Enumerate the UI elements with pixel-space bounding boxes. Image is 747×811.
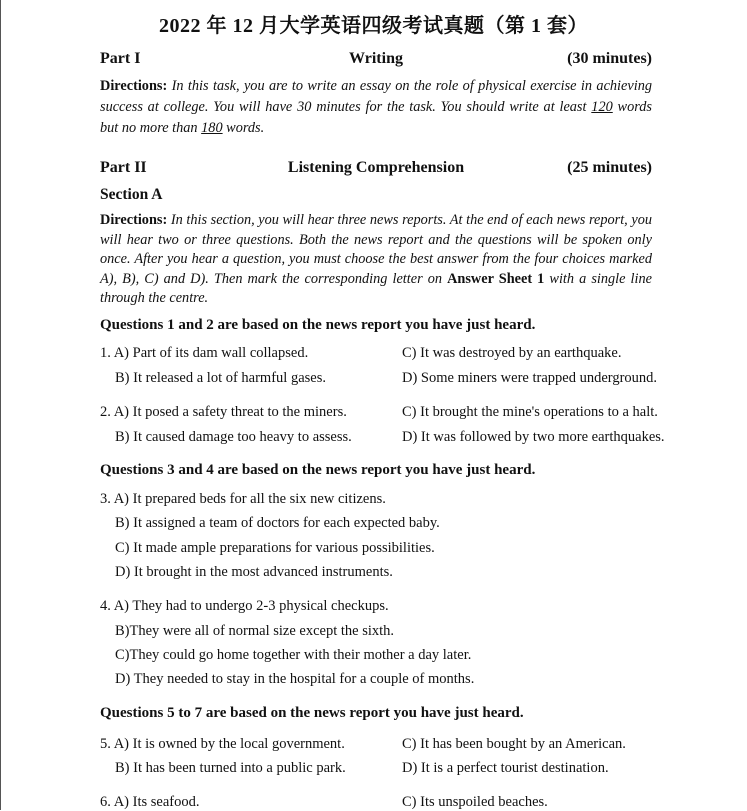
q3-option-b: B) It assigned a team of doctors for each expected baby. xyxy=(115,515,440,531)
part2-name: Listening Comprehension xyxy=(287,159,465,176)
section-a-heading: Section A xyxy=(100,186,163,203)
q4-option-c: C)They could go home together with their mother a day later. xyxy=(115,647,472,663)
part1-directions xyxy=(100,76,652,139)
answer-sheet-label: Answer Sheet 1 xyxy=(447,270,545,287)
part1-directions-text-b: words but no more than xyxy=(100,99,652,136)
q5-option-b: B) It has been turned into a public park. xyxy=(115,760,346,776)
part2-directions-text-a: In this section, you will hear three news reports. At the end of each news report, you will hear two or three questions. Both the news report and the questions will be spoken only once. After you hear a question, you must choose the best answer from the four choices marked A), B), C) and D). Then mark the corresponding letter on xyxy=(100,212,652,287)
part2-label: Part II xyxy=(100,159,147,176)
part1-directions-text-c: words. xyxy=(222,120,265,136)
question-group-2-heading: Questions 3 and 4 are based on the news report you have just heard. xyxy=(100,462,536,478)
part1-name: Writing xyxy=(349,50,403,67)
q4-option-a: 4. A) They had to undergo 2-3 physical checkups. xyxy=(100,598,389,614)
part2-directions-label: Directions: xyxy=(100,212,168,228)
q4-option-b: B)They were all of normal size except the sixth. xyxy=(115,623,395,639)
q6-option-c: C) Its unspoiled beaches. xyxy=(402,794,548,810)
part2-header xyxy=(100,159,652,181)
part1-label: Part I xyxy=(100,50,141,67)
q2-option-a: 2. A) It posed a safety threat to the miners. xyxy=(100,404,347,420)
q3-option-c: C) It made ample preparations for various possibilities. xyxy=(115,540,435,556)
q3-option-d: D) It brought in the most advanced instruments. xyxy=(115,564,393,580)
part2-directions xyxy=(100,211,652,309)
part2-time: (25 minutes) xyxy=(567,159,652,176)
part1-header xyxy=(100,50,652,72)
question-group-3-heading: Questions 5 to 7 are based on the news report you have just heard. xyxy=(100,705,524,721)
question-group-1-heading: Questions 1 and 2 are based on the news report you have just heard. xyxy=(100,317,536,333)
q5-option-a: 5. A) It is owned by the local government. xyxy=(100,736,345,752)
q6-option-a: 6. A) Its seafood. xyxy=(100,794,200,810)
part2-directions-text-b: with a single line through the centre. xyxy=(100,270,652,307)
part1-directions-text-a: In this task, you are to write an essay on the role of physical exercise in achieving success at college. You will have 30 minutes for the task. You should write at least xyxy=(100,78,652,115)
min-words: 120 xyxy=(591,99,613,115)
q1-option-c: C) It was destroyed by an earthquake. xyxy=(402,345,622,361)
q2-option-c: C) It brought the mine's operations to a halt. xyxy=(402,404,658,420)
part1-directions-label: Directions: xyxy=(100,78,168,94)
q2-option-b: B) It caused damage too heavy to assess. xyxy=(115,429,352,445)
q5-option-c: C) It has been bought by an American. xyxy=(402,736,626,752)
q1-option-b: B) It released a lot of harmful gases. xyxy=(115,370,326,386)
q3-option-a: 3. A) It prepared beds for all the six new citizens. xyxy=(100,491,386,507)
q5-option-d: D) It is a perfect tourist destination. xyxy=(402,760,609,776)
q4-option-d: D) They needed to stay in the hospital for a couple of months. xyxy=(115,671,475,687)
q1-option-a: 1. A) Part of its dam wall collapsed. xyxy=(100,345,309,361)
q2-option-d: D) It was followed by two more earthquakes. xyxy=(402,429,665,445)
part1-time: (30 minutes) xyxy=(567,50,652,67)
q1-option-d: D) Some miners were trapped underground. xyxy=(402,370,658,386)
max-words: 180 xyxy=(201,120,223,136)
page-title: 2022 年 12 月大学英语四级考试真题（第 1 套） xyxy=(159,15,588,37)
